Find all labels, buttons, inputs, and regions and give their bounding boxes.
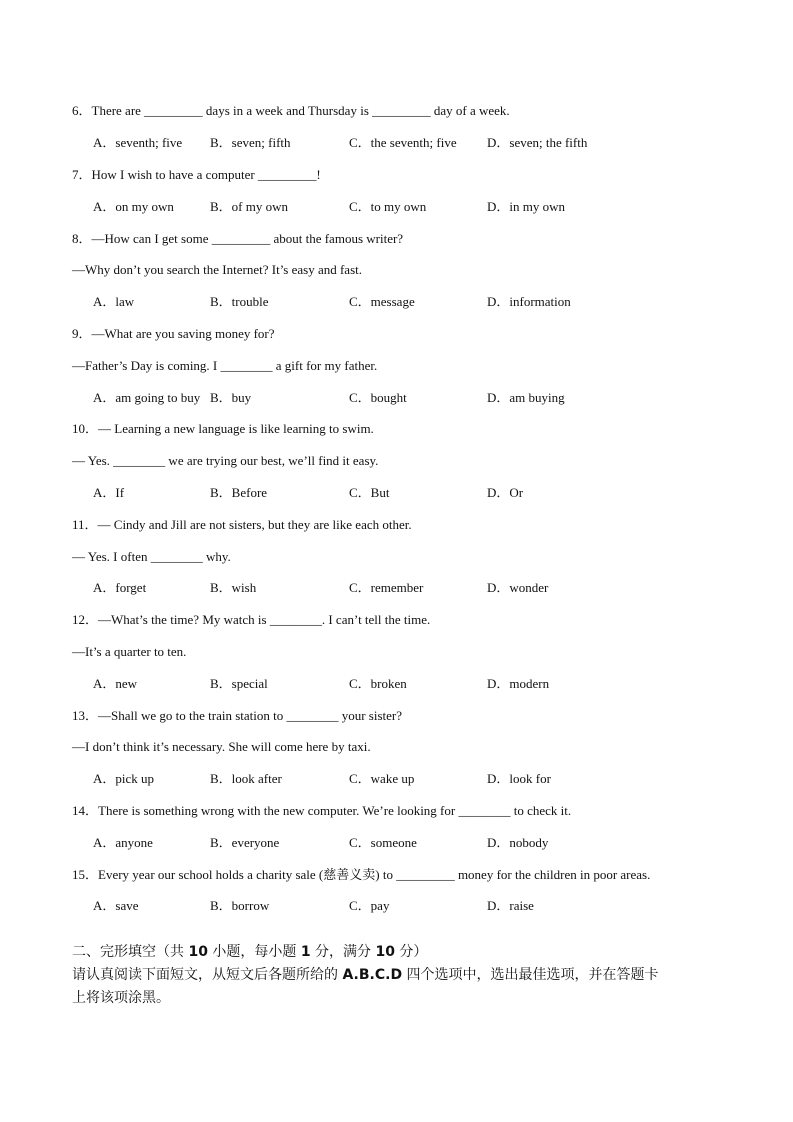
option-a: A．new <box>93 676 138 691</box>
option-c: C．pay <box>349 898 390 913</box>
section-title-part: 分） <box>394 944 428 960</box>
option-c: C．wake up <box>349 771 415 786</box>
option-b: B．trouble <box>210 294 269 309</box>
option-a: A．anyone <box>93 835 153 850</box>
instruction-part: 请认真阅读下面短文，从短文后各题所给的 <box>72 967 343 983</box>
option-b: B．wish <box>210 580 257 595</box>
question-8-stem: 8．—How can I get some _________ about the famous writer? <box>72 231 404 246</box>
question-7-stem: 7．How I wish to have a computer _________! <box>72 167 321 182</box>
option-d: D．nobody <box>487 835 549 850</box>
option-d: D．look for <box>487 771 551 786</box>
question-13-reply: —I don’t think it’s necessary. She will come here by taxi. <box>72 739 371 754</box>
question-9-reply: —Father’s Day is coming. I ________ a gift for my father. <box>72 358 378 373</box>
option-d: D．modern <box>487 676 550 691</box>
instruction-options-letters: A.B.C.D <box>342 967 403 983</box>
option-c: C．the seventh; five <box>349 135 457 150</box>
question-10-stem: 10．— Learning a new language is like learning to swim. <box>72 421 374 436</box>
question-8-reply: —Why don’t you search the Internet? It’s easy and fast. <box>72 262 362 277</box>
option-d: D．in my own <box>487 199 566 214</box>
option-b: B．seven; fifth <box>210 135 291 150</box>
option-b: B．buy <box>210 390 252 405</box>
option-c: C．to my own <box>349 199 427 214</box>
section-total-points: 10 <box>375 944 395 960</box>
section-title <box>72 943 427 962</box>
instruction-part: 四个选项中，选出最佳选项，并在答题卡 <box>402 967 659 983</box>
option-b: B．look after <box>210 771 282 786</box>
option-a: A．seventh; five <box>93 135 183 150</box>
option-a: A．forget <box>93 580 147 595</box>
option-b: B．everyone <box>210 835 280 850</box>
question-13-stem: 13．—Shall we go to the train station to ________ your sister? <box>72 708 403 723</box>
question-12-stem: 12．—What’s the time? My watch is ________. I can’t tell the time. <box>72 612 431 627</box>
section-instruction-line2: 上将该项涂黑。 <box>72 990 170 1006</box>
option-a: A．am going to buy <box>93 390 201 405</box>
section-title-part: 分，满分 <box>310 944 376 960</box>
option-b: B．of my own <box>210 199 289 214</box>
section-title-part: 二、完形填空（共 <box>72 944 189 960</box>
section-title-part: 小题，每小题 <box>207 944 301 960</box>
section-instruction-line1 <box>72 966 659 985</box>
option-c: C．bought <box>349 390 407 405</box>
option-c: C．message <box>349 294 415 309</box>
section-points-each: 1 <box>300 944 311 960</box>
option-a: A．pick up <box>93 771 155 786</box>
section-count: 10 <box>188 944 208 960</box>
option-a: A．If <box>93 485 125 500</box>
option-d: D．information <box>487 294 571 309</box>
option-a: A．law <box>93 294 135 309</box>
option-c: C．remember <box>349 580 424 595</box>
option-d: D．am buying <box>487 390 565 405</box>
option-d: D．wonder <box>487 580 549 595</box>
question-6-stem: 6．There are _________ days in a week and Thursday is _________ day of a week. <box>72 103 510 118</box>
option-d: D．Or <box>487 485 524 500</box>
option-b: B．special <box>210 676 268 691</box>
question-11-reply: — Yes. I often ________ why. <box>72 549 231 564</box>
option-c: C．But <box>349 485 390 500</box>
question-10-reply: — Yes. ________ we are trying our best, we’ll find it easy. <box>72 453 379 468</box>
option-d: D．seven; the fifth <box>487 135 588 150</box>
option-a: A．on my own <box>93 199 174 214</box>
question-15-stem: 15．Every year our school holds a charity sale (慈善义卖) to _________ money for the children in poor areas. <box>72 867 651 882</box>
option-b: B．Before <box>210 485 268 500</box>
option-c: C．broken <box>349 676 407 691</box>
option-d: D．raise <box>487 898 534 913</box>
option-b: B．borrow <box>210 898 270 913</box>
question-9-stem: 9．—What are you saving money for? <box>72 326 275 341</box>
question-14-stem: 14．There is something wrong with the new computer. We’re looking for ________ to check it. <box>72 803 572 818</box>
question-12-reply: —It’s a quarter to ten. <box>72 644 187 659</box>
option-a: A．save <box>93 898 139 913</box>
option-c: C．someone <box>349 835 417 850</box>
question-11-stem: 11．— Cindy and Jill are not sisters, but they are like each other. <box>72 517 412 532</box>
